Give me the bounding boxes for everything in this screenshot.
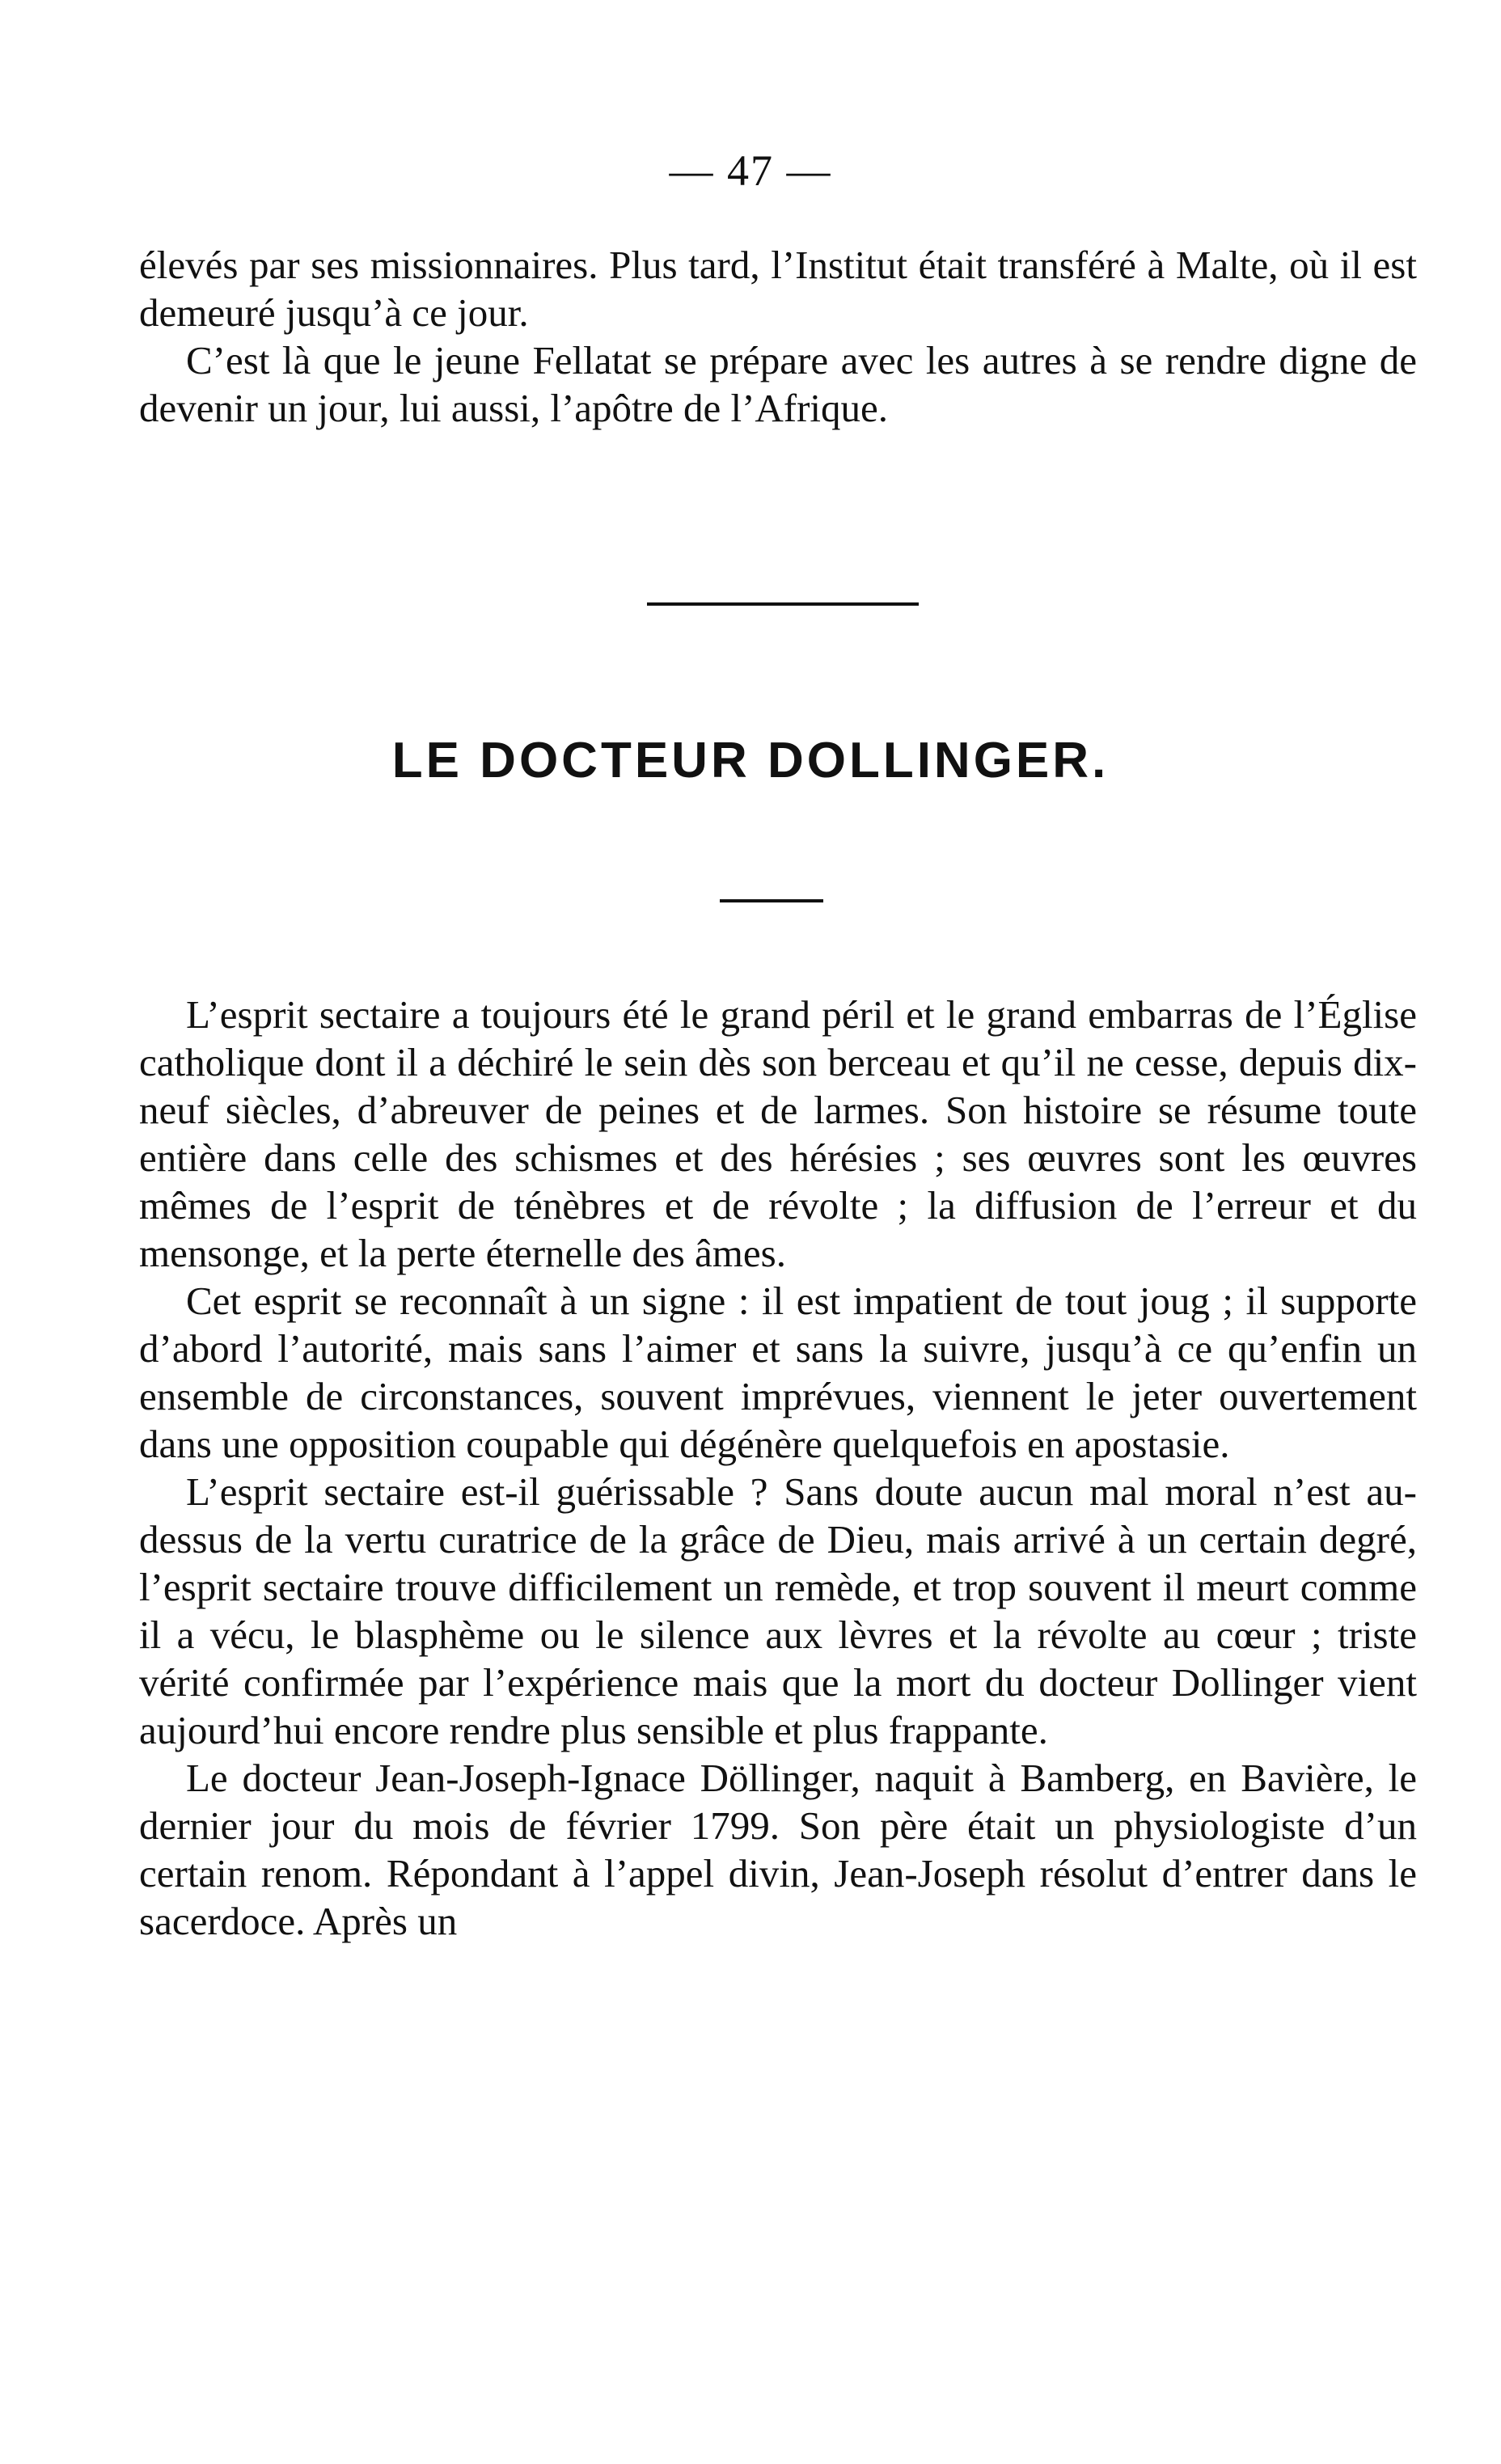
intro-text [139,241,1417,432]
section-title: LE DOCTEUR DOLLINGER. [391,733,1110,788]
paragraph: L’esprit sectaire a toujours été le grand péril et le grand embarras de l’Église catholique dont il a déchiré le sein dès son berceau et qu’il ne cesse, depuis dix-neuf siècles, d’abreuver de peines et de larmes. Son histoire se résume toute entière dans celle des schismes et des hérésies ; ses œuvres sont les œuvres mêmes de l’esprit de ténèbres et de révolte ; la diffusion de l’erreur et du mensonge, et la perte éternelle des âmes. [139,992,1417,1275]
paragraph: Le docteur Jean-Joseph-Ignace Döllinger, naquit à Bamberg, en Bavière, le dernier jour du mois de février 1799. Son père était un physiologiste d’un certain renom. Répondant à l’appel divin, Jean-Joseph résolut d’entrer dans le sacerdoce. Après un [139,1756,1417,1943]
section-divider-bottom [720,899,823,902]
page-number: — 47 — [669,146,832,195]
paragraph: élevés par ses missionnaires. Plus tard, l’Institut était transféré à Malte, où il est demeuré jusqu’à ce jour. [139,243,1417,335]
paragraph: L’esprit sectaire est-il guérissable ? Sans doute aucun mal moral n’est au-dessus de la vertu curatrice de la grâce de Dieu, mais arrivé à un certain degré, l’esprit sectaire trouve difficilement un remède, et trop souvent il meurt comme il a vécu, le blasphème ou le silence aux lèvres et la révolte au cœur ; triste vérité confirmée par l’expérience mais que la mort du docteur Dollinger vient aujourd’hui encore rendre plus sensible et plus frappante. [139,1469,1417,1752]
section-divider-top [647,602,919,606]
paragraph: Cet esprit se reconnaît à un signe : il est impatient de tout joug ; il supporte d’abord l’autorité, mais sans l’aimer et sans la suivre, jusqu’à ce qu’enfin un ensemble de circonstances, souvent imprévues, viennent le jeter ouvertement dans une opposition coupable qui dégénère quelquefois en apostasie. [139,1278,1417,1466]
paragraph: C’est là que le jeune Fellatat se prépare avec les autres à se rendre digne de devenir un jour, lui aussi, l’apôtre de l’Afrique. [139,338,1417,430]
article-body [139,991,1417,1945]
